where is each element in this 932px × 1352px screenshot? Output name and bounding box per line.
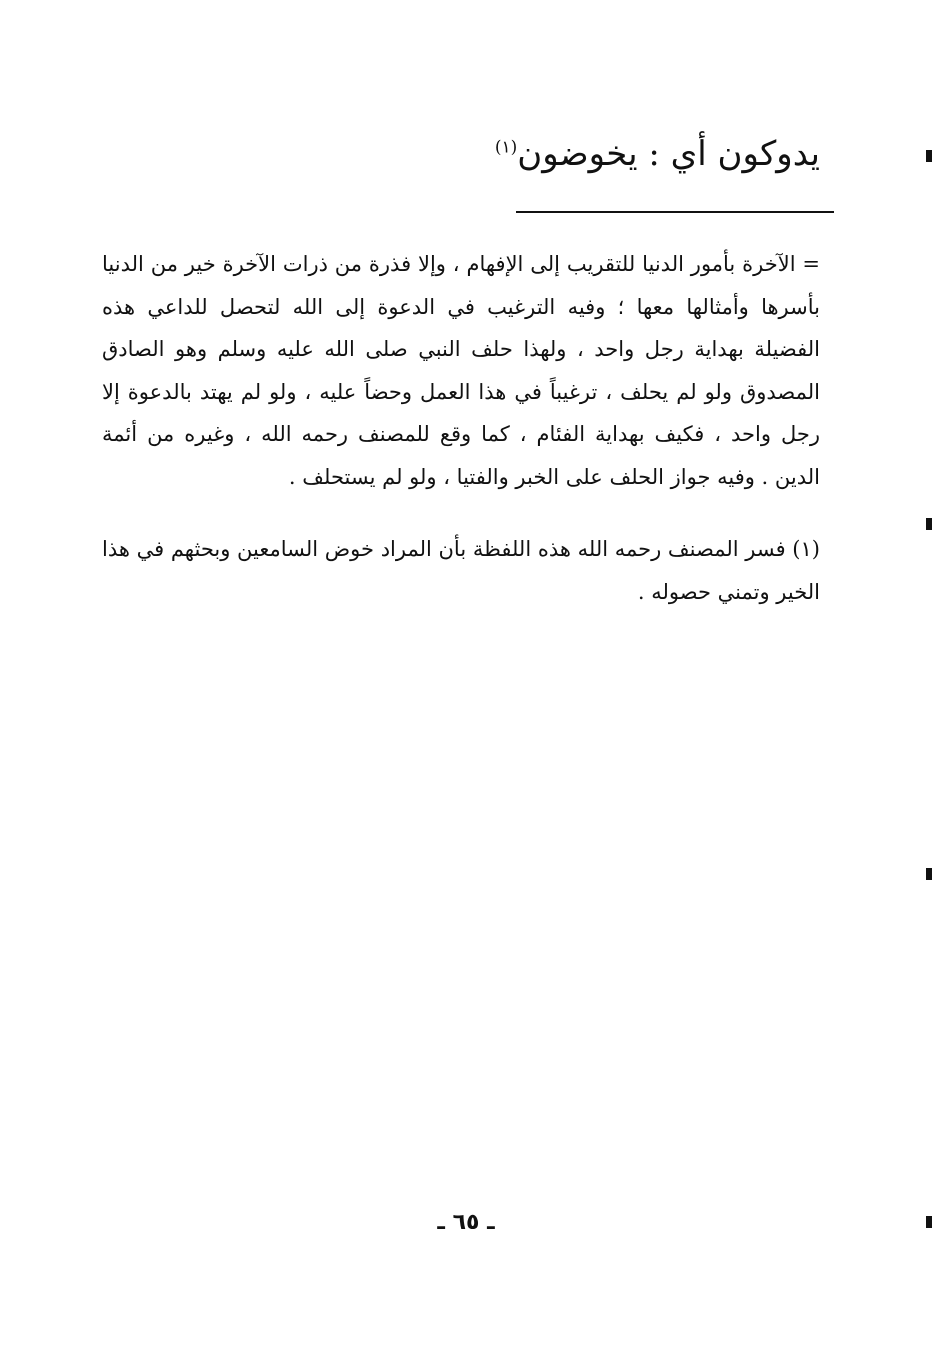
main-text-line [360, 122, 820, 186]
commentary-paragraph: = الآخرة بأمور الدنيا للتقريب إلى الإفهام ، وإلا فذرة من ذرات الآخرة خير من الدنيا بأسرها وأمثالها معها ؛ وفيه الترغيب في الدعوة إلى الله لتحصل للداعي هذه الفضيلة بهداية رجل واحد ، ولهذا حلف النبي صلى الله عليه وسلم وهو الصادق المصدوق ولو لم يحلف ، ترغيباً في هذا العمل وحضاً عليه ، ولو لم يهتد بالدعوة إلا رجل واحد ، فكيف بهداية الفئام ، كما وقع للمصنف رحمه الله ، وغيره من أئمة الدين . وفيه جواز الحلف على الخبر والفتيا ، ولو لم يستحلف . [102, 252, 820, 489]
scan-edge-mark [926, 1216, 932, 1228]
footnote-reference: (١) [494, 137, 518, 158]
page-number: ـ ٦٥ ـ [437, 1210, 495, 1235]
footnote-separator [516, 211, 834, 213]
scan-edge-mark [926, 518, 932, 530]
scan-edge-mark [926, 868, 932, 880]
scan-edge-mark [926, 150, 932, 162]
footnote-paragraph: (١) فسر المصنف رحمه الله هذه اللفظة بأن المراد خوض السامعين وبحثهم في هذا الخير وتمني حصوله . [102, 537, 820, 604]
main-text: يدوكون أي : يخوضون [517, 134, 820, 174]
